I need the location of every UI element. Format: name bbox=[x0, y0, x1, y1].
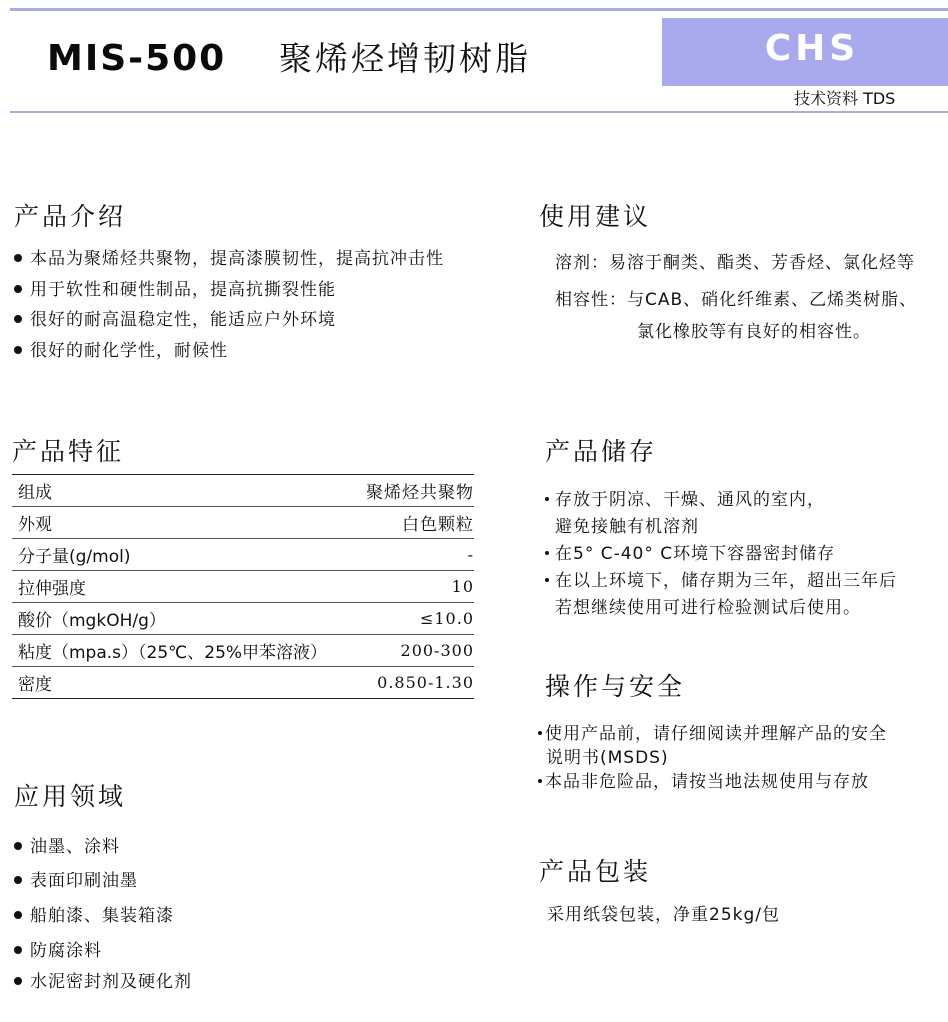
list-item: 油墨、涂料 bbox=[14, 832, 120, 857]
list-item: 表面印刷油墨 bbox=[14, 866, 138, 891]
applications-title: 应用领域 bbox=[14, 782, 127, 811]
product-name: 聚烯烃增韧树脂 bbox=[279, 39, 531, 78]
features-table bbox=[12, 474, 474, 699]
storage-item-2: 在5° C-40° C环境下容器密封储存 bbox=[545, 539, 835, 564]
storage-item-3: 在以上环境下，储存期为三年，超出三年后 bbox=[545, 566, 897, 591]
solvent-text: 易溶于酮类、酯类、芳香烃、氯化烃等 bbox=[609, 253, 915, 273]
bullet-icon bbox=[14, 911, 22, 919]
bullet-icon bbox=[14, 977, 22, 985]
bullet-icon bbox=[14, 876, 22, 884]
row-value: 10 bbox=[451, 577, 474, 596]
row-label: 组成 bbox=[18, 483, 52, 503]
row-value: - bbox=[467, 545, 474, 564]
row-label: 拉伸强度 bbox=[18, 579, 86, 599]
compat-label: 相容性： bbox=[555, 290, 627, 310]
storage-title: 产品储存 bbox=[545, 437, 658, 466]
bullet-icon bbox=[545, 551, 549, 555]
bullet-icon bbox=[14, 315, 22, 323]
row-value: ≤10.0 bbox=[419, 609, 474, 628]
bullet-icon bbox=[545, 497, 549, 501]
safety-item-1: 使用产品前，请仔细阅读并理解产品的安全 bbox=[538, 719, 887, 744]
list-item: 船舶漆、集装箱漆 bbox=[14, 901, 174, 926]
table-row bbox=[12, 635, 474, 667]
table-row bbox=[12, 539, 474, 571]
bullet-icon bbox=[14, 285, 22, 293]
list-item: 防腐涂料 bbox=[14, 936, 102, 961]
solvent-label: 溶剂： bbox=[555, 253, 609, 273]
row-label: 分子量(g/mol) bbox=[18, 547, 131, 567]
storage-item-1: 存放于阴凉、干燥、通风的室内， bbox=[545, 485, 825, 510]
bullet-icon bbox=[545, 578, 549, 582]
bullet-icon bbox=[538, 779, 542, 783]
bullet-icon bbox=[14, 254, 22, 262]
header-top-rule bbox=[10, 8, 948, 11]
packaging-text: 采用纸袋包装，净重25kg/包 bbox=[547, 905, 780, 925]
list-item: 很好的耐高温稳定性，能适应户外环境 bbox=[14, 305, 444, 336]
safety-title: 操作与安全 bbox=[545, 672, 686, 701]
packaging-title: 产品包装 bbox=[539, 857, 652, 886]
row-label: 外观 bbox=[18, 515, 52, 535]
intro-title: 产品介绍 bbox=[14, 202, 127, 231]
table-row bbox=[12, 475, 474, 507]
bullet-icon bbox=[14, 946, 22, 954]
compat-text: 与CAB、硝化纤维素、乙烯类树脂、 bbox=[627, 290, 918, 310]
header-bottom-rule bbox=[10, 111, 948, 113]
row-value: 白色颗粒 bbox=[402, 515, 474, 535]
compat-text-cont: 氯化橡胶等有良好的相容性。 bbox=[637, 322, 871, 342]
product-model: MIS-500 bbox=[47, 38, 227, 79]
brand-logo: CHS bbox=[764, 28, 860, 69]
safety-item-1-cont: 说明书(MSDS) bbox=[546, 748, 669, 768]
list-item: 水泥密封剂及硬化剂 bbox=[14, 967, 192, 992]
storage-item-1-cont: 避免接触有机溶剂 bbox=[555, 517, 699, 537]
table-row bbox=[12, 667, 474, 699]
features-title: 产品特征 bbox=[12, 437, 125, 466]
row-value: 聚烯烃共聚物 bbox=[366, 483, 474, 503]
storage-item-3-cont: 若想继续使用可进行检验测试后使用。 bbox=[555, 598, 861, 618]
list-item: 用于软性和硬性制品，提高抗撕裂性能 bbox=[14, 275, 444, 306]
row-label: 密度 bbox=[18, 675, 52, 695]
doc-type-label: 技术资料 TDS bbox=[794, 89, 896, 108]
usage-title: 使用建议 bbox=[539, 202, 652, 231]
solvent-line bbox=[555, 248, 915, 273]
list-item: 很好的耐化学性，耐候性 bbox=[14, 336, 444, 367]
row-value: 200-300 bbox=[400, 641, 474, 660]
row-value: 0.850-1.30 bbox=[377, 673, 474, 692]
list-item: 本品为聚烯烃共聚物，提高漆膜韧性，提高抗冲击性 bbox=[14, 244, 444, 275]
safety-item-2: 本品非危险品，请按当地法规使用与存放 bbox=[538, 767, 869, 792]
table-row bbox=[12, 507, 474, 539]
bullet-icon bbox=[538, 731, 542, 735]
compat-line bbox=[555, 285, 917, 310]
row-label: 粘度（mpa.s）（25℃、25%甲苯溶液） bbox=[18, 643, 328, 663]
row-label: 酸价（mgkOH/g） bbox=[18, 611, 166, 631]
intro-list bbox=[14, 244, 444, 366]
table-row bbox=[12, 571, 474, 603]
table-row bbox=[12, 603, 474, 635]
bullet-icon bbox=[14, 346, 22, 354]
bullet-icon bbox=[14, 842, 22, 850]
